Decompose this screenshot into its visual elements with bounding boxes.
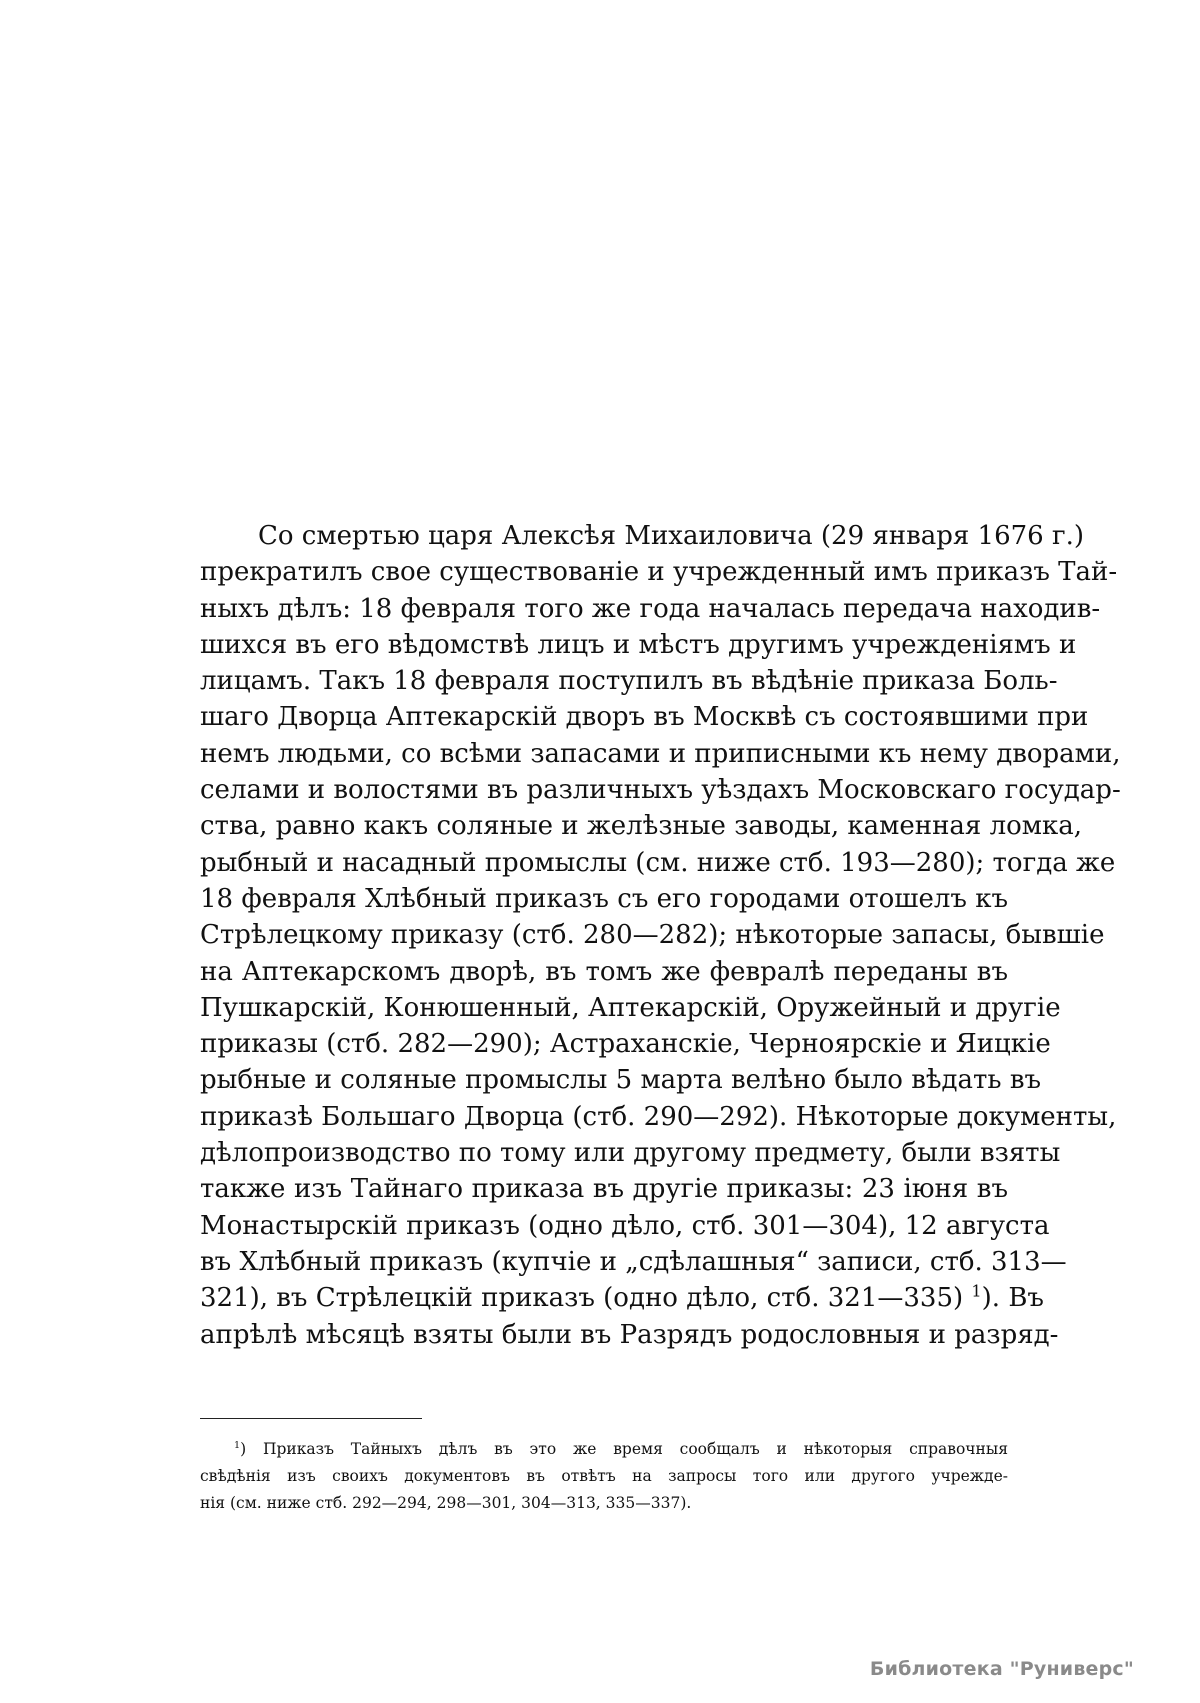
text-line: приказы (стб. 282—290); Астраханскіе, Черноярскіе и Яицкіе — [200, 1029, 1051, 1060]
text-line: приказѣ Большаго Дворца (стб. 290—292). Нѣкоторые документы, — [200, 1101, 1117, 1132]
text-line: на Аптекарскомъ дворѣ, въ томъ же февралѣ переданы въ — [200, 956, 1008, 987]
text-line: также изъ Тайнаго приказа въ другіе приказы: 23 іюня въ — [200, 1174, 1008, 1205]
text-line: въ Хлѣбный приказъ (купчіе и „сдѣлашныя“ записи, стб. 313— — [200, 1246, 1067, 1277]
footnote-line: нія (см. ниже стб. 292—294, 298—301, 304—313, 335—337). — [200, 1494, 692, 1512]
text-line-end: ). Въ — [981, 1283, 1044, 1314]
text-line: лицамъ. Такъ 18 февраля поступилъ въ вѣдѣніе приказа Боль- — [200, 666, 1058, 697]
footnote-line-text: ) Приказъ Тайныхъ дѣлъ въ это же время сообщалъ и нѣкоторыя справочныя — [240, 1440, 1008, 1458]
main-text — [200, 518, 1121, 1353]
text-line: селами и волостями въ различныхъ уѣздахъ Московскаго государ- — [200, 775, 1121, 806]
text-line-start: 321), въ Стрѣлецкій приказъ (одно дѣло, стб. 321—335) — [200, 1283, 964, 1314]
text-line: дѣлопроизводство по тому или другому предмету, были взяты — [200, 1138, 1061, 1169]
text-line: Стрѣлецкому приказу (стб. 280—282); нѣкоторые запасы, бывшіе — [200, 920, 1105, 951]
footnote-line: свѣдѣнія изъ своихъ документовъ въ отвѣтъ на запросы того или другого учрежде- — [200, 1467, 1008, 1485]
text-line: немъ людьми, со всѣми запасами и приписными къ нему дворами, — [200, 738, 1121, 769]
text-line: ства, равно какъ соляные и желѣзные заводы, каменная ломка, — [200, 811, 1083, 842]
text-line-with-footnote-ref — [200, 1280, 1044, 1316]
text-line: шихся въ его вѣдомствѣ лицъ и мѣстъ другимъ учрежденіямъ и — [200, 629, 1077, 660]
text-line: прекратилъ свое существованіе и учрежденный имъ приказъ Тай- — [200, 557, 1118, 588]
text-line: 18 февраля Хлѣбный приказъ съ его городами отошелъ къ — [200, 883, 1008, 914]
footnote-line — [200, 1436, 1008, 1463]
footnote-reference: 1 — [971, 1281, 982, 1301]
text-line: рыбный и насадный промыслы (см. ниже стб. 193—280); тогда же — [200, 847, 1116, 878]
text-line: Пушкарскій, Конюшенный, Аптекарскій, Оружейный и другіе — [200, 992, 1061, 1023]
text-line: апрѣлѣ мѣсяцѣ взяты были въ Разрядъ родословныя и разряд- — [200, 1319, 1059, 1350]
text-line: Монастырскій приказъ (одно дѣло, стб. 301—304), 12 августа — [200, 1210, 1050, 1241]
footnote — [200, 1436, 1008, 1517]
footnote-number: 1 — [234, 1439, 241, 1451]
text-line: Со смертью царя Алексѣя Михаиловича (29 января 1676 г.) — [258, 521, 1085, 551]
text-line: ныхъ дѣлъ: 18 февраля того же года началась передача находив- — [200, 593, 1101, 624]
text-line: рыбные и соляные промыслы 5 марта велѣно было вѣдать въ — [200, 1065, 1042, 1096]
footnote-separator — [200, 1418, 422, 1419]
text-line: шаго Дворца Аптекарскій дворъ въ Москвѣ съ состоявшими при — [200, 702, 1089, 733]
library-watermark: Библиотека "Руниверс" — [869, 1658, 1134, 1680]
